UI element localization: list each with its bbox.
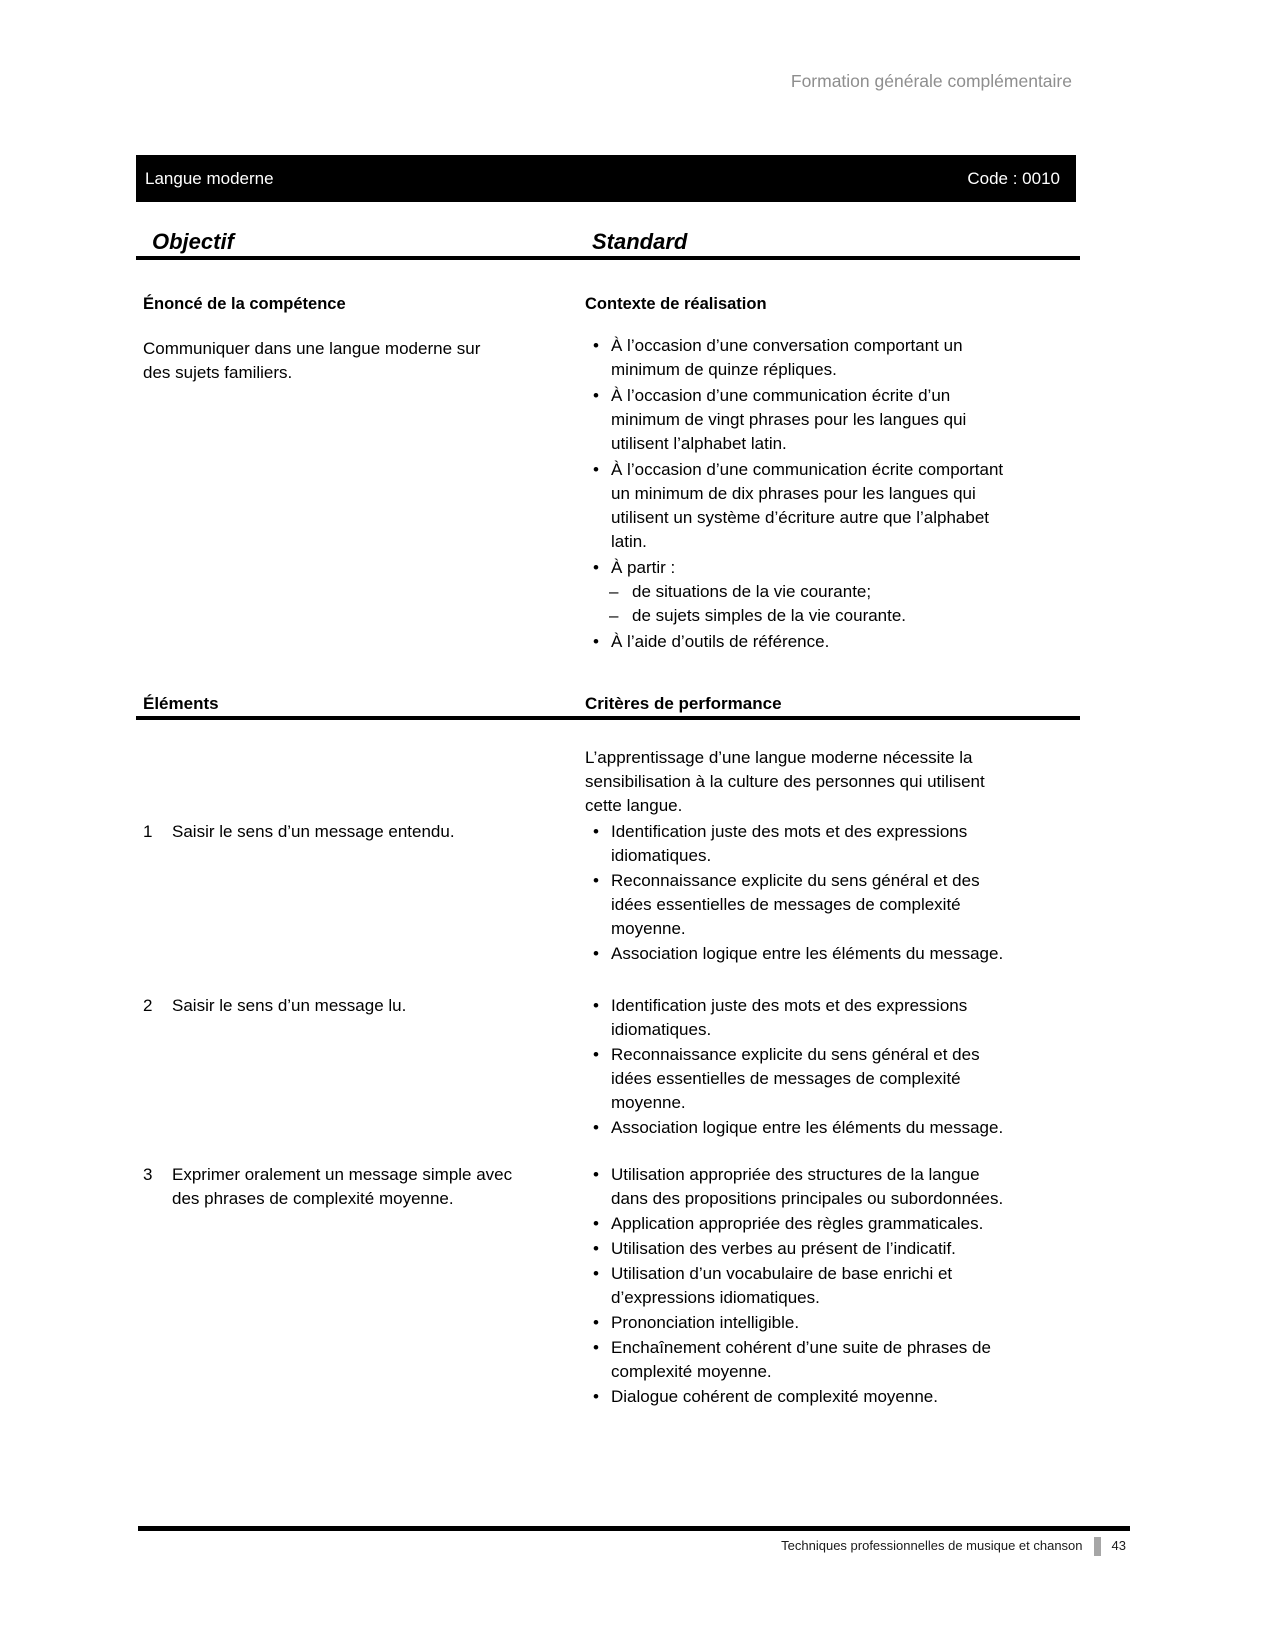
text-line: Identification juste des mots et des expressions: [611, 822, 968, 841]
text-line: idées essentielles de messages de complexité: [611, 1069, 961, 1088]
text-line: Enchaînement cohérent d’une suite de phrases de: [611, 1338, 991, 1357]
bullet-icon: •: [593, 1214, 599, 1233]
element-row: [136, 1163, 1080, 1410]
criteres-intro-row: [136, 746, 1080, 818]
text-line: idées essentielles de messages de complexité: [611, 895, 961, 914]
list-item: [585, 1212, 1080, 1236]
text-line: Association logique entre les éléments du message.: [611, 944, 1004, 963]
text-line: de situations de la vie courante;: [632, 582, 872, 601]
list-item-text: [611, 1237, 956, 1261]
section1-rule: [136, 256, 1080, 260]
list-item-text: [611, 1043, 980, 1115]
sub-list-item: [609, 580, 906, 604]
list-item-text: [611, 1163, 1003, 1211]
bullet-icon: •: [593, 336, 599, 355]
list-item-text: [611, 630, 829, 654]
element-row: [136, 820, 1080, 967]
bullet-icon: •: [593, 1165, 599, 1184]
dash-icon: –: [609, 582, 619, 601]
bullet-icon: •: [593, 1338, 599, 1357]
text-line: latin.: [611, 532, 647, 551]
bullet-icon: •: [593, 871, 599, 890]
list-item: [585, 1311, 1080, 1335]
list-item: [585, 1385, 1080, 1409]
footer-rule: [138, 1526, 1130, 1531]
text-line: moyenne.: [611, 1093, 686, 1112]
list-item: [585, 1116, 1080, 1140]
list-item: [585, 869, 1080, 941]
text-line: idiomatiques.: [611, 1020, 712, 1039]
section1-columns: [136, 292, 1080, 656]
list-item-text: [611, 1385, 938, 1409]
list-item: [585, 820, 1080, 868]
text-line: Prononciation intelligible.: [611, 1313, 800, 1332]
list-item: [585, 1163, 1080, 1211]
text-line: Saisir le sens d’un message entendu.: [172, 822, 455, 841]
page-number: 43: [1111, 1538, 1126, 1553]
text-line: utilisent l’alphabet latin.: [611, 434, 787, 453]
heading-elements: Éléments: [143, 694, 219, 713]
competence-statement: [143, 337, 585, 385]
text-line: minimum de quinze répliques.: [611, 360, 837, 379]
subheading-contexte: Contexte de réalisation: [585, 295, 767, 313]
element-text: [172, 820, 455, 967]
bullet-icon: •: [593, 1239, 599, 1258]
list-item-text: [611, 994, 967, 1042]
text-line: moyenne.: [611, 919, 686, 938]
text-line: de sujets simples de la vie courante.: [632, 606, 907, 625]
bullet-icon: •: [593, 386, 599, 405]
text-line: Dialogue cohérent de complexité moyenne.: [611, 1387, 938, 1406]
element-row: [136, 994, 1080, 1141]
page-footer: [136, 1536, 1126, 1556]
text-line: Identification juste des mots et des expressions: [611, 996, 968, 1015]
list-item: [585, 942, 1080, 966]
element-label: [136, 820, 585, 967]
list-item-text: [611, 384, 966, 456]
list-item: [585, 1262, 1080, 1310]
empty-cell: [136, 746, 585, 818]
element-text: [172, 1163, 512, 1410]
text-line: À l’aide d’outils de référence.: [611, 632, 830, 651]
element-label: [136, 1163, 585, 1410]
enonce-column: [136, 292, 585, 656]
element-number: 2: [143, 996, 153, 1015]
element-text: [172, 994, 406, 1141]
list-item: [585, 556, 1080, 628]
course-title: Langue moderne: [145, 168, 274, 188]
section-elements-criteres: [136, 692, 1080, 1410]
list-item-text: [611, 820, 967, 868]
list-item: [585, 994, 1080, 1042]
text-line: Utilisation des verbes au présent de l’indicatif.: [611, 1239, 956, 1258]
section-objectif-standard: [136, 228, 1080, 656]
text-line: À partir :: [611, 558, 676, 577]
title-bar: [136, 155, 1076, 202]
text-line: Reconnaissance explicite du sens général et des: [611, 871, 980, 890]
text-line: À l’occasion d’une communication écrite comportant: [611, 460, 1004, 479]
contexte-bullet-list: [585, 334, 1080, 654]
bullet-icon: •: [593, 1387, 599, 1406]
element-label: [136, 994, 585, 1141]
list-item-text: [611, 556, 906, 628]
text-line: des phrases de complexité moyenne.: [172, 1189, 454, 1208]
running-header: Formation générale complémentaire: [790, 71, 1072, 91]
list-item-text: [611, 1336, 991, 1384]
element-number: 3: [143, 1165, 153, 1184]
section1-headings: [136, 228, 1080, 256]
statement-line: Communiquer dans une langue moderne sur: [143, 339, 481, 358]
heading-criteres: Critères de performance: [585, 694, 782, 713]
text-line: d’expressions idiomatiques.: [611, 1288, 820, 1307]
criteres-intro: [585, 746, 1080, 818]
course-code: Code : 0010: [967, 168, 1060, 188]
text-line: Saisir le sens d’un message lu.: [172, 996, 407, 1015]
text-line: complexité moyenne.: [611, 1362, 772, 1381]
bullet-icon: •: [593, 1045, 599, 1064]
text-line: L’apprentissage d’une langue moderne nécessite la: [585, 748, 973, 767]
text-line: un minimum de dix phrases pour les langues qui: [611, 484, 976, 503]
section2-headings: [136, 692, 1080, 716]
contexte-column: [585, 292, 1080, 656]
statement-line: des sujets familiers.: [143, 363, 293, 382]
list-item: [585, 384, 1080, 456]
element-number: 1: [143, 822, 153, 841]
list-item: [585, 334, 1080, 382]
bullet-icon: •: [593, 632, 599, 651]
text-line: Reconnaissance explicite du sens général et des: [611, 1045, 980, 1064]
list-item-text: [611, 942, 1003, 966]
list-item-text: [611, 869, 980, 941]
bullet-icon: •: [593, 944, 599, 963]
criteria-list: [585, 820, 1080, 967]
heading-standard: Standard: [592, 229, 688, 254]
text-line: Exprimer oralement un message simple avec: [172, 1165, 513, 1184]
heading-objectif: Objectif: [152, 229, 234, 254]
text-line: cette langue.: [585, 796, 683, 815]
list-item: [585, 1237, 1080, 1261]
text-line: dans des propositions principales ou subordonnées.: [611, 1189, 1004, 1208]
criteria-list: [585, 994, 1080, 1141]
list-item-text: [611, 1212, 983, 1236]
list-item-text: [611, 458, 1003, 554]
bullet-icon: •: [593, 1264, 599, 1283]
section2-rule: [136, 716, 1080, 720]
text-line: idiomatiques.: [611, 846, 712, 865]
text-line: À l’occasion d’une communication écrite d’un: [611, 386, 951, 405]
text-line: Association logique entre les éléments du message.: [611, 1118, 1004, 1137]
sub-list-item: [609, 604, 906, 628]
list-item-text: [611, 334, 963, 382]
bullet-icon: •: [593, 996, 599, 1015]
footer-text: Techniques professionnelles de musique et chanson: [781, 1538, 1083, 1553]
footer-separator: [1094, 1537, 1101, 1556]
list-item: [585, 1043, 1080, 1115]
criteria-list: [585, 1163, 1080, 1410]
list-item-text: [611, 1116, 1003, 1140]
subheading-enonce: Énoncé de la compétence: [143, 295, 346, 313]
text-line: utilisent un système d’écriture autre que l’alphabet: [611, 508, 989, 527]
bullet-icon: •: [593, 1313, 599, 1332]
bullet-icon: •: [593, 558, 599, 577]
text-line: sensibilisation à la culture des personnes qui utilisent: [585, 772, 985, 791]
list-item: [585, 1336, 1080, 1384]
bullet-icon: •: [593, 460, 599, 479]
text-line: Utilisation appropriée des structures de la langue: [611, 1165, 980, 1184]
list-item-text: [611, 1311, 799, 1335]
text-line: Application appropriée des règles grammaticales.: [611, 1214, 984, 1233]
list-item: [585, 458, 1080, 554]
bullet-icon: •: [593, 1118, 599, 1137]
list-item-text: [611, 1262, 952, 1310]
text-line: minimum de vingt phrases pour les langues qui: [611, 410, 967, 429]
text-line: À l’occasion d’une conversation comportant un: [611, 336, 963, 355]
text-line: Utilisation d’un vocabulaire de base enrichi et: [611, 1264, 953, 1283]
list-item: [585, 630, 1080, 654]
bullet-icon: •: [593, 822, 599, 841]
dash-icon: –: [609, 606, 619, 625]
